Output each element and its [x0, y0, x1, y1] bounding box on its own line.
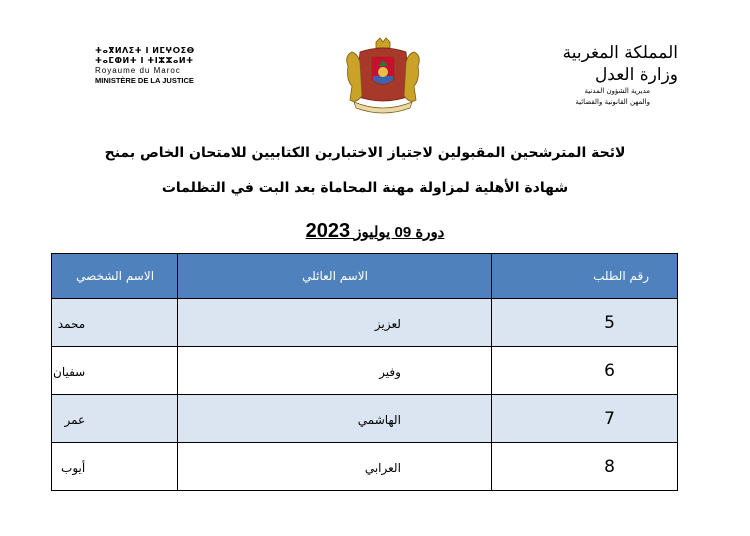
session-prefix: دورة 09 يوليوز — [354, 224, 445, 241]
cell-first-name: سفيان — [52, 347, 178, 395]
candidates-table — [51, 253, 678, 491]
kingdom-fr: Royaume du Maroc — [95, 66, 181, 75]
crown-icon — [376, 38, 390, 48]
header-family-name: الاسم العائلي — [178, 254, 492, 299]
ministry-logo-ar — [548, 42, 678, 108]
directorate-line1: مديرية الشؤون المدنية — [584, 87, 650, 95]
document-title-line2: شهادة الأهلية لمزاولة مهنة المحاماة بعد البت في التظلمات — [161, 180, 569, 196]
directorate-line2: والمهن القانونية والقضائية — [575, 98, 650, 106]
cell-family-name: وفير — [178, 347, 492, 395]
table-row — [52, 395, 678, 443]
cell-request-number: 5 — [491, 299, 677, 347]
cell-family-name: الهاشمي — [178, 395, 492, 443]
cell-request-number: 7 — [491, 395, 677, 443]
cell-first-name: أيوب — [52, 443, 178, 491]
cell-family-name: العرابي — [178, 443, 492, 491]
table-row — [52, 347, 678, 395]
cell-first-name: محمد — [52, 299, 178, 347]
tifinagh-kingdom: ⵜⴰⴳⵍⴷⵉⵜ ⵏ ⵍⵎⵖⵔⵉⴱ — [95, 46, 195, 55]
cell-first-name: عمر — [52, 395, 178, 443]
ministry-logo-fr — [95, 46, 205, 85]
tifinagh-ministry: ⵜⴰⵎⵀⵍⵜ ⵏ ⵜⵏⵣⵣⴰⵍⵜ — [95, 56, 194, 65]
session-date — [250, 220, 500, 243]
table-header-row — [52, 254, 678, 299]
header-request-number: رقم الطلب — [491, 254, 677, 299]
session-year: 2023 — [305, 220, 351, 242]
header-first-name: الاسم الشخصي — [52, 254, 178, 299]
coat-of-arms-emblem — [340, 36, 426, 114]
cell-family-name: لعزيز — [178, 299, 492, 347]
cell-request-number: 8 — [491, 443, 677, 491]
motto-banner — [354, 102, 412, 113]
ministry-fr: MINISTÈRE DE LA JUSTICE — [95, 76, 194, 85]
table-row — [52, 299, 678, 347]
kingdom-ar: المملكة المغربية — [562, 43, 678, 63]
table-row — [52, 443, 678, 491]
cell-request-number: 6 — [491, 347, 677, 395]
document-title-line1: لائحة المترشحين المقبولين لاجتياز الاختبارين الكتابيين للامتحان الخاص بمنح — [104, 145, 626, 161]
ministry-ar: وزارة العدل — [594, 65, 678, 85]
